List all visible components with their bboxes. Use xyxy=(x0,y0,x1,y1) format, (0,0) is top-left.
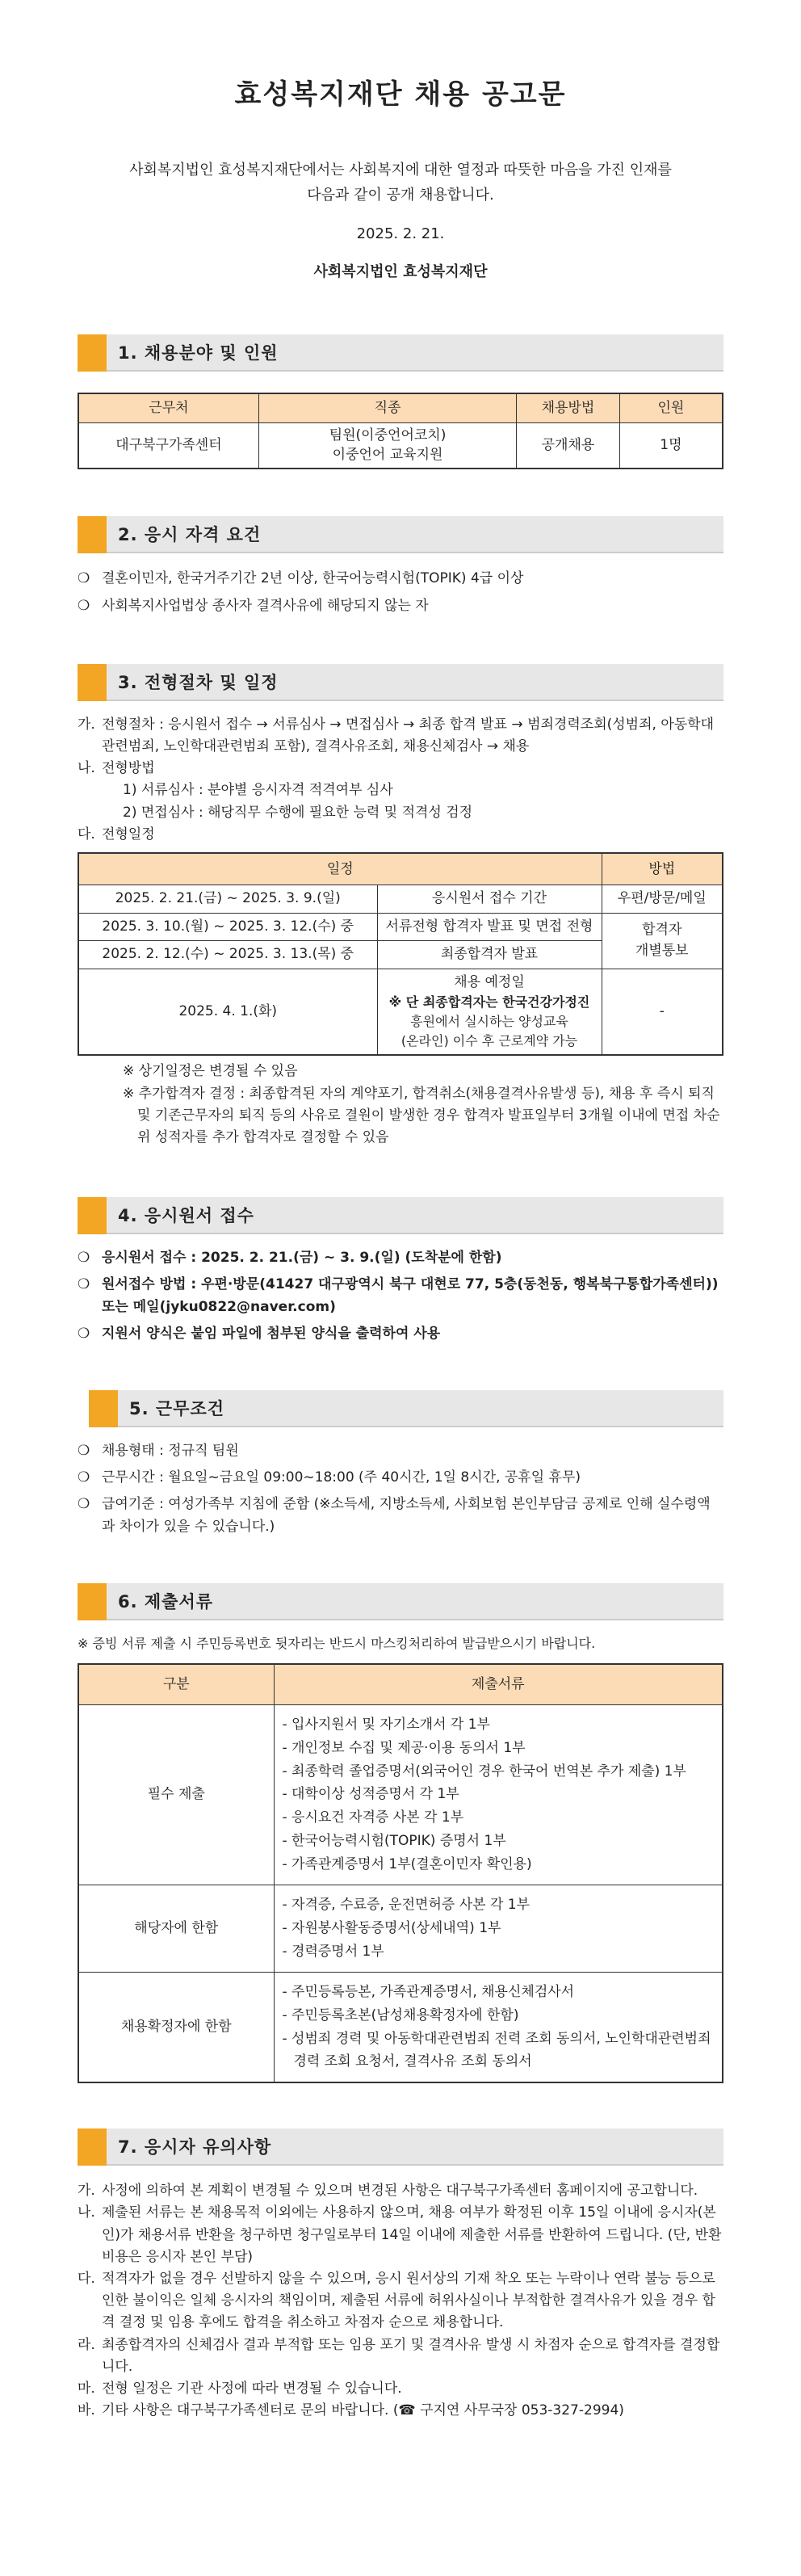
cell-job xyxy=(258,422,516,469)
schedule-table xyxy=(78,852,723,1057)
list-item: - 주민등록초본(남성채용확정자에 한함) xyxy=(282,2007,519,2023)
note-item: ※ 추가합격자 결정 : 최종합격된 자의 계약포기, 합격취소(채용결격사유발생 등), 채용 후 즉시 퇴직 및 기존근무자의 퇴직 등의 사유로 결원이 발생한 경우 합격자 발표일부터 3개월 이내에 면접 차순위 성적자를 추가 합격자로 결정할 수 있음 xyxy=(123,1085,720,1146)
col-method: 채용방법 xyxy=(517,393,620,422)
list-item: ❍ 결혼이민자, 한국거주기간 2년 이상, 한국어능력시험(TOPIK) 4급 이상 xyxy=(78,568,723,590)
list-item: ❍ 사회복지사업법상 종사자 결격사유에 해당되지 않는 자 xyxy=(78,595,723,617)
circle-bullet-icon: ❍ xyxy=(78,1276,90,1293)
cell-category: 채용확정자에 한함 xyxy=(78,1972,274,2082)
cell-documents xyxy=(274,1972,723,2082)
col-category: 구분 xyxy=(78,1664,274,1704)
table-row xyxy=(78,913,723,941)
section-2-header xyxy=(78,516,723,553)
list-item: - 경력증명서 1부 xyxy=(282,1943,384,1960)
conditions-list xyxy=(78,1440,723,1538)
list-item: ❍ 원서접수 방법 : 우편·방문(41427 대구광역시 북구 대현로 77, 5층(동천동, 행복북구통합가족센터)) 또는 메일(jyku0822@naver.com) xyxy=(78,1274,723,1317)
col-count: 인원 xyxy=(619,393,723,422)
col-place: 근무처 xyxy=(78,393,258,422)
list-item: ❍ 근무시간 : 월요일~금요일 09:00~18:00 (주 40시간, 1일 8시간, 공휴일 휴무) xyxy=(78,1467,723,1489)
cell-desc: 서류전형 합격자 발표 및 면접 전형 xyxy=(377,913,602,941)
section-marker xyxy=(78,1197,107,1234)
section-marker xyxy=(78,334,107,372)
circle-bullet-icon: ❍ xyxy=(78,1325,90,1342)
col-method: 방법 xyxy=(602,853,723,885)
col-job: 직종 xyxy=(258,393,516,422)
table-header-row xyxy=(78,1664,723,1704)
circle-bullet-icon: ❍ xyxy=(78,1469,90,1486)
process-block xyxy=(78,714,723,846)
list-item: ❍ 채용형태 : 정규직 팀원 xyxy=(78,1440,723,1462)
cell-date: 2025. 2. 12.(수) ~ 2025. 3. 13.(목) 중 xyxy=(78,941,377,969)
cell-method: - xyxy=(602,969,723,1055)
documents-table xyxy=(78,1663,723,2083)
cell-date: 2025. 3. 10.(월) ~ 2025. 3. 12.(수) 중 xyxy=(78,913,377,941)
list-item: - 자원봉사활동증명서(상세내역) 1부 xyxy=(282,1919,501,1936)
list-item: - 개인정보 수집 및 제공·이용 동의서 1부 xyxy=(282,1739,526,1756)
cell-desc: 응시원서 접수 기간 xyxy=(377,885,602,914)
section-1-header xyxy=(78,334,723,372)
section-1-title: 1. 채용분야 및 인원 xyxy=(107,334,723,372)
cell-desc: 채용 예정일 ※ 단 최종합격자는 한국건강가정진 흥원에서 실시하는 양성교육 (온라인) 이수 후 근로계약 가능 xyxy=(377,969,602,1055)
method-heading: 나. 전형방법 xyxy=(78,760,155,777)
section-marker xyxy=(78,664,107,701)
section-4-header xyxy=(78,1197,723,1234)
list-item: 나. 제출된 서류는 본 채용목적 이외에는 사용하지 않으며, 채용 여부가 확정된 이후 15일 이내에 응시자(본인)가 채용서류 반환을 청구하면 청구일로부터 14일 이내에 제출한 서류를 반환하여 드립니다. (단, 반환비용은 응시자 본인 부담) xyxy=(78,2204,722,2265)
list-item: - 응시요건 자격증 사본 각 1부 xyxy=(282,1809,464,1826)
list-item: - 입사지원서 및 자기소개서 각 1부 xyxy=(282,1716,490,1733)
section-7-title: 7. 응시자 유의사항 xyxy=(107,2128,723,2166)
cell-count: 1명 xyxy=(619,422,723,469)
list-item: ❍ 응시원서 접수 : 2025. 2. 21.(금) ~ 3. 9.(일) (도착분에 한함) xyxy=(78,1247,723,1269)
intro-line-2: 다음과 같이 공개 채용합니다. xyxy=(307,186,494,204)
section-6-header xyxy=(78,1583,723,1620)
recruit-field-table xyxy=(78,393,723,469)
note-item: ※ 상기일정은 변경될 수 있음 xyxy=(123,1063,298,1080)
method-item-2: 2) 면접심사 : 해당직무 수행에 필요한 능력 및 적격성 검정 xyxy=(123,804,473,821)
cell-category: 해당자에 한함 xyxy=(78,1885,274,1973)
list-item: - 한국어능력시험(TOPIK) 증명서 1부 xyxy=(282,1833,506,1850)
section-4-title: 4. 응시원서 접수 xyxy=(107,1197,723,1234)
section-6-title: 6. 제출서류 xyxy=(107,1583,723,1620)
intro xyxy=(78,158,723,284)
table-row xyxy=(78,885,723,914)
list-item: - 자격증, 수료증, 운전면허증 사본 각 1부 xyxy=(282,1897,531,1914)
schedule-notes xyxy=(78,1061,723,1149)
circle-bullet-icon: ❍ xyxy=(78,597,90,614)
list-item: 라. 최종합격자의 신체검사 결과 부적합 또는 임용 포기 및 결격사유 발생 시 차점자 순으로 합격자를 결정합니다. xyxy=(78,2336,720,2375)
page-title: 효성복지재단 채용 공고문 xyxy=(234,78,567,111)
intro-line-1: 사회복지법인 효성복지재단에서는 사회복지에 대한 열정과 따뜻한 마음을 가진 인재를 xyxy=(129,162,672,179)
list-item: - 성범죄 경력 및 아동학대관련범죄 전력 조회 동의서, 노인학대관련범죄 경력 조회 요청서, 결격사유 조회 동의서 xyxy=(282,2030,711,2070)
table-header-row xyxy=(78,853,723,885)
org-name: 사회복지법인 효성복지재단 xyxy=(313,263,488,280)
list-item: ❍ 지원서 양식은 붙임 파일에 첨부된 양식을 출력하여 사용 xyxy=(78,1323,723,1345)
cell-documents xyxy=(274,1885,723,1973)
method-item-1: 1) 서류심사 : 분야별 응시자격 적격여부 심사 xyxy=(123,782,393,799)
circle-bullet-icon: ❍ xyxy=(78,1250,90,1267)
qualification-list xyxy=(78,568,723,616)
notice-date: 2025. 2. 21. xyxy=(356,225,445,243)
section-marker xyxy=(89,1390,118,1427)
list-item: - 주민등록등본, 가족관계증명서, 채용신체검사서 xyxy=(282,1983,575,2000)
cell-category: 필수 제출 xyxy=(78,1704,274,1885)
list-item: - 대학이상 성적증명서 각 1부 xyxy=(282,1786,459,1803)
caution-list xyxy=(78,2180,723,2422)
cell-place: 대구북구가족센터 xyxy=(78,422,258,469)
cell-documents xyxy=(274,1704,723,1885)
section-marker xyxy=(78,1583,107,1620)
process-step: 가. 전형절차 : 응시원서 접수 → 서류심사 → 면접심사 → 최종 합격 발표 → 범죄경력조회(성범죄, 아동학대관련범죄, 노인학대관련범죄 포함), 결격사유조회, 채용신체검사 → 채용 xyxy=(78,716,715,755)
cell-method: 우편/방문/메일 xyxy=(602,885,723,914)
cell-method-merged: 합격자 개별통보 xyxy=(602,913,723,969)
section-2-title: 2. 응시 자격 요건 xyxy=(107,516,723,553)
application-list xyxy=(78,1247,723,1345)
col-documents: 제출서류 xyxy=(274,1664,723,1704)
list-item: 마. 전형 일정은 기관 사정에 따라 변경될 수 있습니다. xyxy=(78,2380,402,2397)
section-3-header xyxy=(78,664,723,701)
section-5-header xyxy=(89,1390,723,1427)
table-row xyxy=(78,1885,723,1973)
list-item: 바. 기타 사항은 대구북구가족센터로 문의 바랍니다. (☎ 구지연 사무국장 053-327-2994) xyxy=(78,2402,624,2419)
section-marker xyxy=(78,2128,107,2166)
section-3-title: 3. 전형절차 및 일정 xyxy=(107,664,723,701)
circle-bullet-icon: ❍ xyxy=(78,570,90,587)
circle-bullet-icon: ❍ xyxy=(78,1496,90,1513)
section-5-title: 5. 근무조건 xyxy=(118,1390,723,1427)
list-item: - 최종학력 졸업증명서(외국어인 경우 한국어 번역본 추가 제출) 1부 xyxy=(282,1763,686,1780)
col-schedule: 일정 xyxy=(78,853,602,885)
list-item: 다. 적격자가 없을 경우 선발하지 않을 수 있으며, 응시 원서상의 기재 착오 또는 누락이나 연락 불능 등으로 인한 불이익은 일체 응시자의 책임이며, 제출된 서류에 허위사실이나 부적합한 결격사유가 있을 경우 합격 결정 및 임용 후에도 합격을 취소하고 차점자 순으로 채용합니다. xyxy=(78,2271,715,2331)
cell-method: 공개채용 xyxy=(517,422,620,469)
job-line-1: 팀원(이중언어코치) xyxy=(329,427,447,443)
job-line-2: 이중언어 교육지원 xyxy=(332,446,443,463)
table-header-row xyxy=(78,393,723,422)
circle-bullet-icon: ❍ xyxy=(78,1442,90,1459)
documents-note: ※ 증빙 서류 제출 시 주민등록번호 뒷자리는 반드시 마스킹처리하여 발급받으시기 바랍니다. xyxy=(78,1635,596,1651)
table-row xyxy=(78,1972,723,2082)
cell-desc: 최종합격자 발표 xyxy=(377,941,602,969)
table-row xyxy=(78,422,723,469)
cell-date: 2025. 4. 1.(화) xyxy=(78,969,377,1055)
list-item: ❍ 급여기준 : 여성가족부 지침에 준함 (※소득세, 지방소득세, 사회보험 본인부담금 공제로 인해 실수령액과 차이가 있을 수 있습니다.) xyxy=(78,1494,723,1537)
schedule-heading: 다. 전형일정 xyxy=(78,826,155,843)
table-row xyxy=(78,969,723,1055)
section-7-header xyxy=(78,2128,723,2166)
list-item: 가. 사정에 의하여 본 계획이 변경될 수 있으며 변경된 사항은 대구북구가족센터 홈페이지에 공고합니다. xyxy=(78,2183,698,2200)
table-row xyxy=(78,1704,723,1885)
section-marker xyxy=(78,516,107,553)
cell-date: 2025. 2. 21.(금) ~ 2025. 3. 9.(일) xyxy=(78,885,377,914)
list-item: - 가족관계증명서 1부(결혼이민자 확인용) xyxy=(282,1856,532,1873)
